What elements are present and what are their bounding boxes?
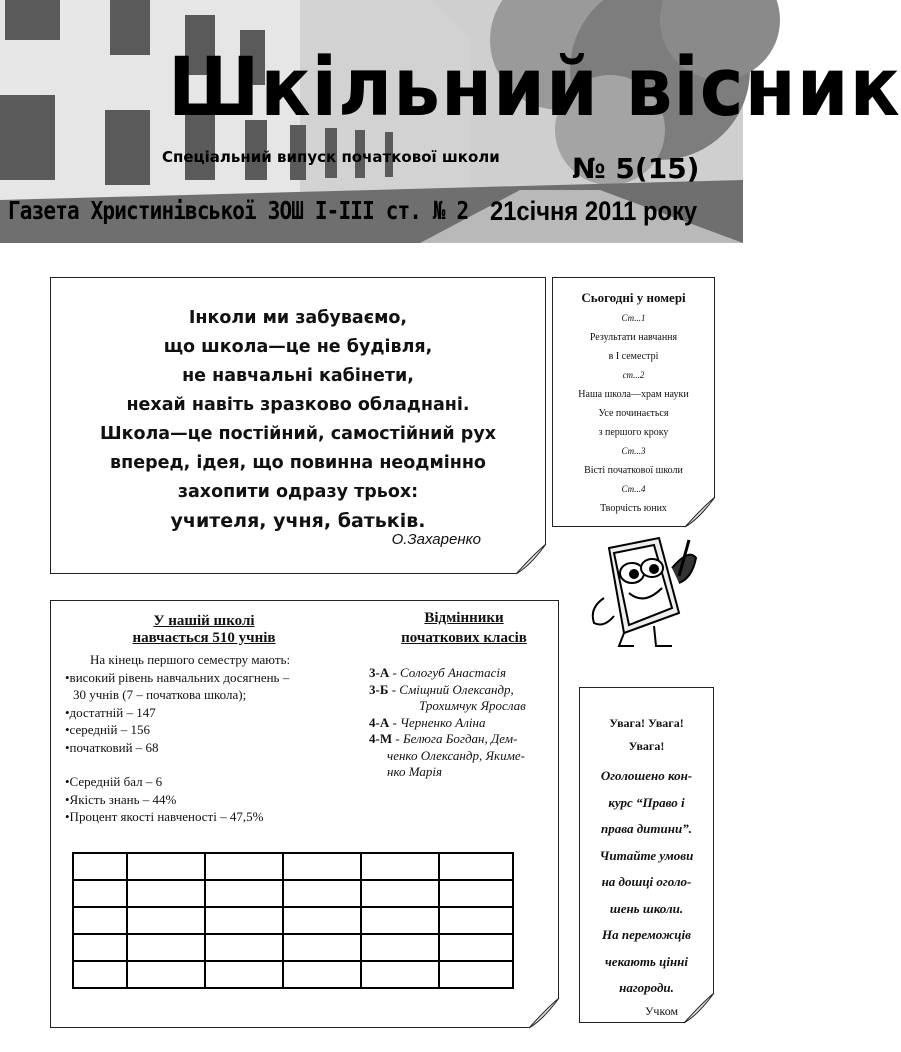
issue-number: № 5(15) <box>572 152 700 185</box>
honor-entry <box>369 715 555 732</box>
quote-line: Інколи ми забуваємо, <box>188 308 408 328</box>
page-curl-icon <box>685 497 715 527</box>
result-item: •початковий – 68 <box>65 739 159 755</box>
student-names: - Сологуб Анастасія <box>392 665 507 680</box>
notice-line: шень школи. <box>609 900 684 916</box>
page-curl-icon <box>684 993 714 1023</box>
notice-signature: Учком <box>644 1003 679 1018</box>
class-label: 4-А <box>369 714 390 730</box>
table-row <box>73 934 513 961</box>
semester-results <box>65 651 365 826</box>
notice-line: нагороди. <box>619 980 674 995</box>
school-stats-box <box>50 600 559 1028</box>
contents-title: Сьогодні у номері <box>581 290 686 305</box>
masthead <box>0 0 901 243</box>
notice-heading <box>580 712 713 758</box>
contents-page: Ст...4 <box>621 484 646 494</box>
result-item: 30 учнів (7 – початкова школа); <box>73 687 247 702</box>
empty-grid-table <box>72 852 514 989</box>
result-item: •високий рівень навчальних досягнень – <box>65 669 290 685</box>
quote-line: вперед, ідея, що повинна неодмінно <box>110 453 486 473</box>
class-label: 3-Б <box>369 681 389 697</box>
class-label: 3-А <box>369 665 390 680</box>
summary-item: •Середній бал – 6 <box>65 774 163 789</box>
honors-heading-line: Відмінники <box>424 610 504 626</box>
contents-item: Наша школа—храм науки <box>578 389 689 400</box>
contents-item: з першого кроку <box>598 427 669 438</box>
quote-author: О.Захаренко <box>391 531 481 548</box>
quote-line: нехай навіть зразково обладнані. <box>126 395 470 415</box>
student-names: Трохимчук Ярослав <box>419 698 526 713</box>
table-row <box>73 907 513 934</box>
contents-item: Творчість юних <box>600 503 667 514</box>
student-names: - Белюга Богдан, Дем- <box>395 731 518 746</box>
student-names: ченко Олександр, Якиме- <box>387 747 525 763</box>
notice-line: на дошці оголо- <box>601 874 692 889</box>
honors-heading-line: початкових класів <box>401 630 527 646</box>
school-name: Газета Христинівської ЗОШ І-ІІІ ст. № 2 <box>8 196 469 225</box>
quote-line: Школа—це постійний, самостійний рух <box>99 424 497 444</box>
notice-line: чекають цінні <box>604 953 689 969</box>
notice-line: На переможців <box>602 927 691 942</box>
summary-item: •Процент якості навченості – 47,5% <box>65 809 264 824</box>
contents-item: Усе починається <box>598 408 669 419</box>
result-item: •достатній – 147 <box>65 704 156 720</box>
notice-heading-line: Увага! Увага! <box>609 716 684 730</box>
results-intro: На кінець першого семестру мають: <box>90 652 291 667</box>
students-heading <box>115 613 293 647</box>
students-heading-line: навчається 510 учнів <box>132 630 276 646</box>
contents-page: Ст...1 <box>621 313 646 323</box>
table-row <box>73 880 513 907</box>
quote-text <box>51 304 545 536</box>
summary-item: •Якість знань – 44% <box>65 791 177 807</box>
contents-list <box>553 309 714 518</box>
contents-item: в І семестрі <box>608 351 659 362</box>
student-names: - Черненко Аліна <box>392 714 486 730</box>
honors-heading <box>384 608 544 648</box>
result-item: •середній – 156 <box>65 722 150 737</box>
table-row <box>73 853 513 880</box>
contents-page: ст...2 <box>622 370 645 380</box>
notice-heading-line: Увага! <box>628 739 665 753</box>
students-heading-line: У нашій школі <box>153 613 255 629</box>
notice-line: Оголошено кон- <box>600 768 693 783</box>
contest-notice-box <box>579 687 714 1023</box>
student-names: нко Марія <box>387 764 443 779</box>
quote-box <box>50 277 546 574</box>
notice-line: курс “Право і <box>608 794 685 810</box>
table-row <box>73 961 513 988</box>
class-label: 4-М <box>369 731 393 746</box>
quote-line: не навчальні кабінети, <box>182 366 414 386</box>
quote-line: захопити одразу трьох: <box>177 482 419 502</box>
contents-box <box>552 277 715 527</box>
student-names: - Сміщний Олександр, <box>391 681 514 697</box>
newspaper-title: Шкільний вісник <box>168 40 901 135</box>
honor-entry <box>369 731 555 748</box>
honor-entry <box>369 665 555 682</box>
page-curl-icon <box>516 544 546 574</box>
newspaper-mascot-icon <box>584 528 704 648</box>
special-edition-subtitle: Спеціальний випуск початкової школи <box>162 148 500 166</box>
contents-page: Ст...3 <box>621 446 646 456</box>
notice-line: права дитини”. <box>601 821 692 836</box>
honor-entry <box>369 682 555 699</box>
issue-date: 21січня 2011 року <box>490 196 698 226</box>
quote-line: що школа—це не будівля, <box>163 337 433 357</box>
honors-list <box>369 665 555 781</box>
contents-item: Вісті початкової школи <box>584 465 683 476</box>
quote-line: учителя, учня, батьків. <box>170 510 426 532</box>
notice-text <box>580 763 713 1002</box>
page-curl-icon <box>529 998 559 1028</box>
notice-line: Читайте умови <box>599 847 694 863</box>
contents-item: Результати навчання <box>589 332 678 343</box>
